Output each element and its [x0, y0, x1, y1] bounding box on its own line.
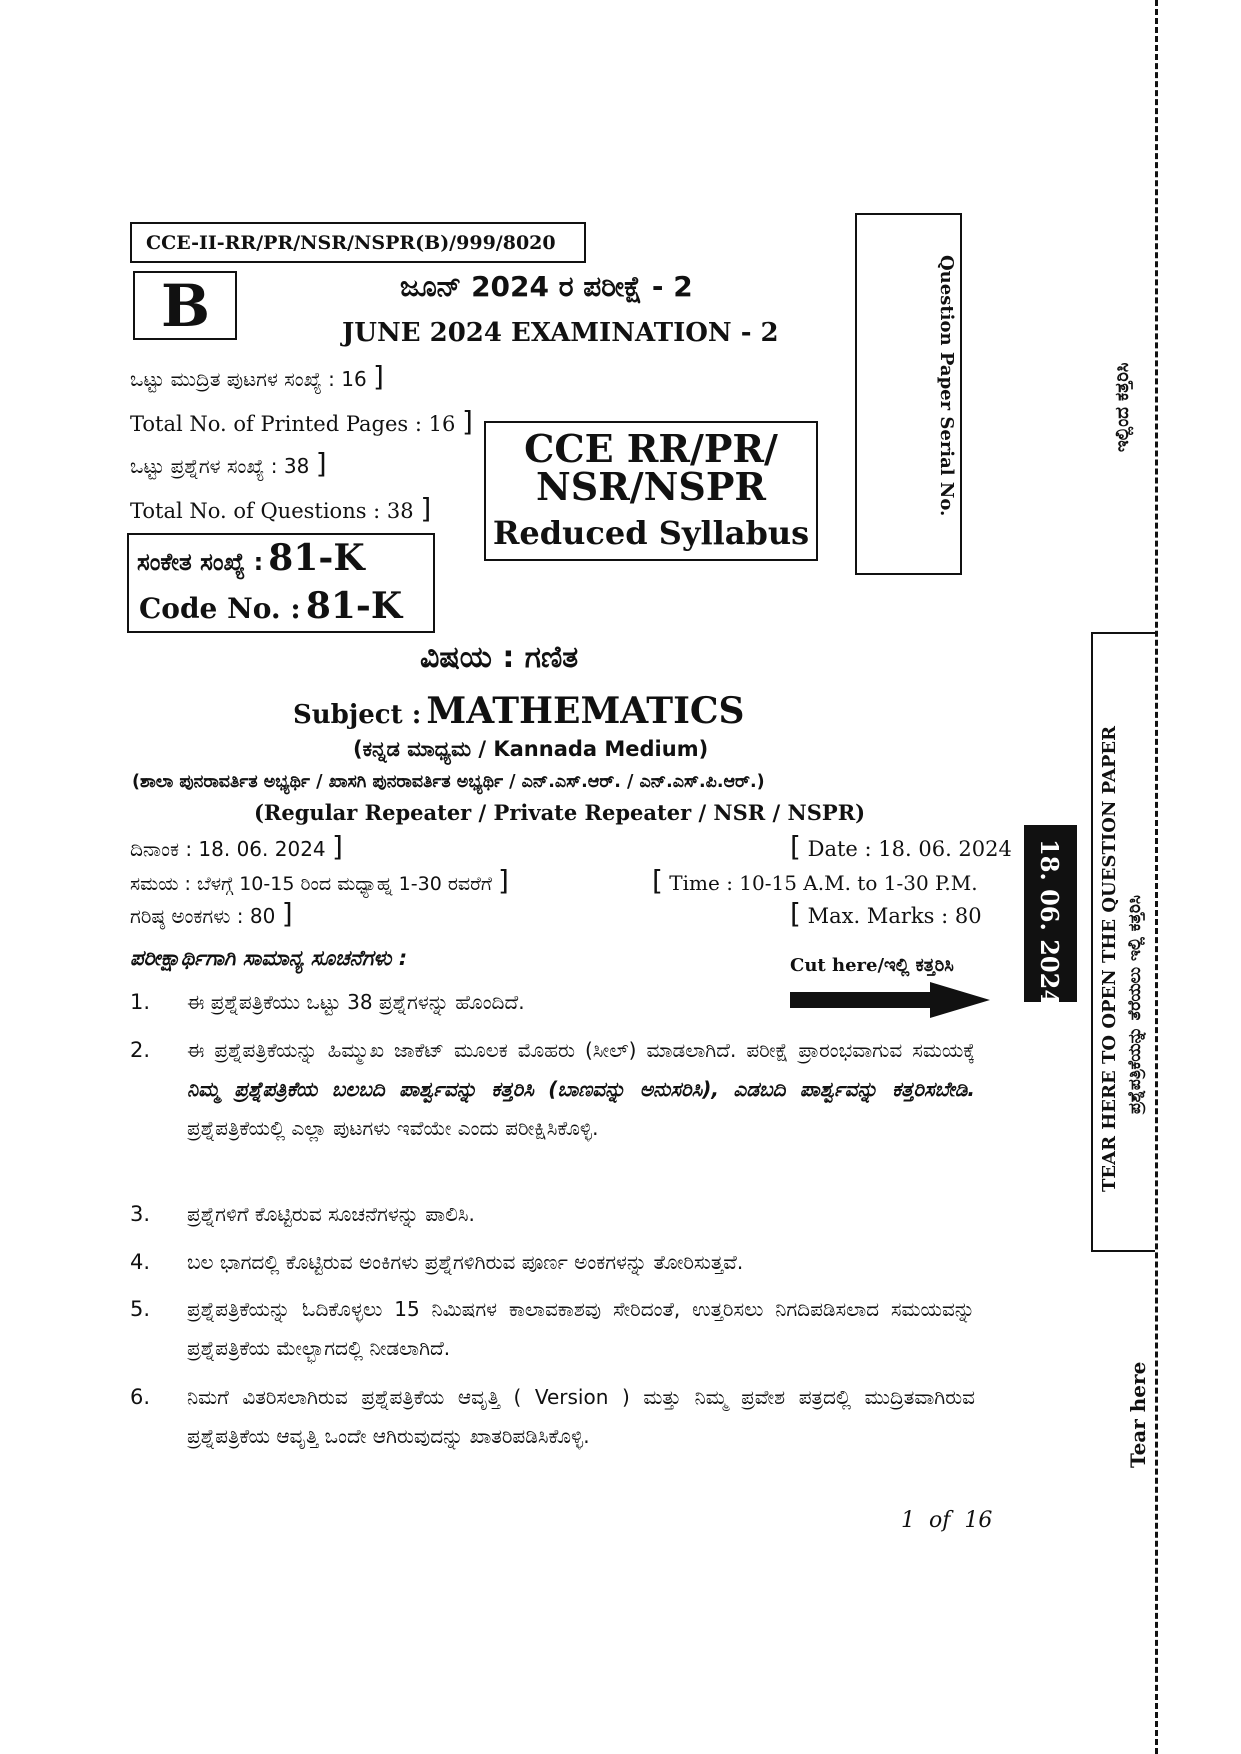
- code-kn-row: [137, 537, 365, 579]
- bracket: [: [790, 830, 801, 863]
- printed-pages-kn-text: ಒಟ್ಟು ಮುದ್ರಿತ ಪುಟಗಳ ಸಂಖ್ಯೆ : 16: [130, 367, 367, 391]
- code-kn-value: 81-K: [268, 537, 365, 579]
- bracket: ]: [497, 864, 509, 897]
- questions-en: [130, 492, 431, 525]
- date-tab-text: 18. 06. 2024: [1035, 839, 1064, 1007]
- tear-panel-en: TEAR HERE TO OPEN THE QUESTION PAPER: [1099, 725, 1120, 1192]
- cut-arrow-icon: [790, 982, 992, 1018]
- subject-en: [293, 690, 745, 732]
- tear-panel-kn: ಪ್ರಶ್ನೆಪತ್ರಿಕೆಯನ್ನು ತೆರೆಯಲು ಇಲ್ಲಿ ಕತ್ತರಿಸಿ: [1125, 895, 1145, 1114]
- tear-here-label: Tear here: [1126, 1361, 1150, 1468]
- paper-code-box: [130, 222, 586, 263]
- instr-num-5: 5.: [130, 1297, 151, 1321]
- exam-title-kn: ಜೂನ್ 2024 ರ ಪರೀಕ್ಷೆ - 2: [400, 270, 693, 303]
- medium-line: (ಕನ್ನಡ ಮಾಧ್ಯಮ / Kannada Medium): [353, 737, 709, 761]
- subject-kn: [420, 640, 578, 675]
- marks-en: [790, 897, 982, 930]
- time-en-text: Time : 10-15 A.M. to 1-30 P.M.: [669, 871, 978, 895]
- instr-text-3: ಪ್ರಶ್ನೆಗಳಿಗೆ ಕೊಟ್ಟಿರುವ ಸೂಚನೆಗಳನ್ನು ಪಾಲಿಸಿ.: [187, 1202, 475, 1226]
- code-kn-label: ಸಂಕೇತ ಸಂಖ್ಯೆ :: [137, 548, 264, 576]
- printed-pages-en: [130, 405, 473, 438]
- date-en-text: Date : 18. 06. 2024: [807, 837, 1012, 861]
- bracket: ]: [315, 447, 327, 480]
- serial-number-label: Question Paper Serial No.: [936, 255, 957, 517]
- subject-en-label: Subject :: [293, 700, 422, 730]
- cut-here-label: Cut here/ಇಲ್ಲಿ ಕತ್ತರಿಸಿ: [790, 955, 954, 976]
- questions-kn: [130, 447, 327, 480]
- instr-text-2: [187, 1031, 975, 1148]
- candidates-kn: (ಶಾಲಾ ಪುನರಾವರ್ತಿತ ಅಭ್ಯರ್ಥಿ / ಖಾಸಗಿ ಪುನರಾವರ್ತಿತ ಅಭ್ಯರ್ಥಿ / ಎನ್.ಎಸ್.ಆರ್. / ಎನ್.ಎಸ್.ಪಿ.ಆರ್.): [132, 772, 765, 792]
- instr-text-2-bold: ನಿಮ್ಮ ಪ್ರಶ್ನೆಪತ್ರಿಕೆಯ ಬಲಬದಿ ಪಾರ್ಶ್ವವನ್ನು ಕತ್ತರಿಸಿ (ಬಾಣವನ್ನು ಅನುಸರಿಸಿ), ಎಡಬದಿ ಪಾರ್ಶ್ವವನ್ನು ಕತ್ತರಿಸಬೇಡಿ.: [187, 1077, 975, 1101]
- code-number-box: [127, 533, 435, 633]
- printed-pages-kn: [130, 360, 384, 393]
- syllabus-line2: NSR/NSPR: [536, 464, 766, 509]
- code-en-value: 81-K: [305, 585, 403, 627]
- date-kn-text: ದಿನಾಂಕ : 18. 06. 2024: [130, 837, 326, 861]
- candidates-en: (Regular Repeater / Private Repeater / NSR / NSPR): [254, 800, 866, 825]
- instr-num-6: 6.: [130, 1385, 151, 1409]
- bracket: ]: [281, 897, 293, 930]
- printed-pages-en-text: Total No. of Printed Pages : 16: [130, 412, 456, 436]
- bracket: [: [652, 864, 663, 897]
- bracket: ]: [373, 360, 384, 393]
- instr-text-2-a: ಈ ಪ್ರಶ್ನೆಪತ್ರಿಕೆಯನ್ನು ಹಿಮ್ಮುಖ ಜಾಕೆಟ್ ಮೂಲಕ ಮೊಹರು (ಸೀಲ್) ಮಾಡಲಾಗಿದೆ. ಪರೀಕ್ಷೆ ಪ್ರಾರಂಭವಾಗುವ ಸಮಯಕ್ಕೆ: [187, 1038, 975, 1062]
- bracket: ]: [420, 492, 432, 525]
- subject-kn-text: ವಿಷಯ : ಗಣಿತ: [420, 640, 579, 675]
- syllabus-line3: Reduced Syllabus: [492, 514, 810, 552]
- marks-kn-text: ಗರಿಷ್ಠ ಅಂಕಗಳು : 80: [130, 904, 276, 928]
- date-tab: [1024, 825, 1077, 1007]
- marks-kn: [130, 897, 293, 930]
- cut-line: [1155, 0, 1158, 1754]
- version-letter-box: [133, 271, 237, 340]
- exam-title-en: JUNE 2024 EXAMINATION - 2: [342, 318, 779, 348]
- serial-number-box: [855, 213, 962, 575]
- time-en: [652, 864, 978, 897]
- bracket: [: [790, 897, 801, 930]
- side-cut-kn: ಇಲ್ಲಿಂದ ಕತ್ತರಿಸಿ: [1112, 362, 1133, 452]
- instr-text-5: ಪ್ರಶ್ನೆಪತ್ರಿಕೆಯನ್ನು ಓದಿಕೊಳ್ಳಲು 15 ನಿಮಿಷಗಳ ಕಾಲಾವಕಾಶವು ಸೇರಿದಂತೆ, ಉತ್ತರಿಸಲು ನಿಗದಿಪಡಿಸಲಾದ ಸಮಯವನ್ನು ಪ್ರಶ್ನೆಪತ್ರಿಕೆಯ ಮೇಲ್ಭಾಗದಲ್ಲಿ ನೀಡಲಾಗಿದೆ.: [187, 1297, 975, 1360]
- instr-text-2-tail: ಪ್ರಶ್ನೆಪತ್ರಿಕೆಯಲ್ಲಿ ಎಲ್ಲಾ ಪುಟಗಳು ಇವೆಯೇ ಎಂದು ಪರೀಕ್ಷಿಸಿಕೊಳ್ಳಿ.: [187, 1116, 599, 1140]
- version-letter: B: [161, 272, 211, 340]
- instr-text-1: ಈ ಪ್ರಶ್ನೆಪತ್ರಿಕೆಯು ಒಟ್ಟು 38 ಪ್ರಶ್ನೆಗಳನ್ನು ಹೊಂದಿದೆ.: [187, 990, 525, 1014]
- code-en-label: Code No. :: [139, 592, 301, 625]
- page-number: 1 of 16: [901, 1508, 993, 1533]
- questions-en-text: Total No. of Questions : 38: [130, 499, 414, 523]
- time-kn-text: ಸಮಯ : ಬೆಳಗ್ಗೆ 10-15 ರಿಂದ ಮಧ್ಯಾಹ್ನ 1-30 ರವರೆಗೆ: [130, 873, 492, 895]
- syllabus-box: [484, 421, 818, 561]
- tear-panel: [1091, 632, 1155, 1252]
- instr-text-6: ನಿಮಗೆ ವಿತರಿಸಲಾಗಿರುವ ಪ್ರಶ್ನೆಪತ್ರಿಕೆಯ ಆವೃತ್ತಿ ( Version ) ಮತ್ತು ನಿಮ್ಮ ಪ್ರವೇಶ ಪತ್ರದಲ್ಲಿ ಮುದ್ರಿತವಾಗಿರುವ ಪ್ರಶ್ನೆಪತ್ರಿಕೆಯ ಆವೃತ್ತಿ ಒಂದೇ ಆಗಿರುವುದನ್ನು ಖಾತರಿಪಡಿಸಿಕೊಳ್ಳಿ.: [187, 1385, 975, 1448]
- bracket: ]: [462, 405, 473, 438]
- date-en: [790, 830, 1012, 863]
- paper-code: CCE-II-RR/PR/NSR/NSPR(B)/999/8020: [146, 232, 556, 254]
- questions-kn-text: ಒಟ್ಟು ಪ್ರಶ್ನೆಗಳ ಸಂಖ್ಯೆ : 38: [130, 454, 310, 478]
- date-kn: [130, 830, 343, 863]
- marks-en-text: Max. Marks : 80: [807, 904, 982, 928]
- instr-num-3: 3.: [130, 1202, 151, 1226]
- instr-num-2: 2.: [130, 1038, 151, 1062]
- instr-num-1: 1.: [130, 990, 151, 1014]
- subject-en-value: MATHEMATICS: [426, 690, 745, 732]
- time-kn: [130, 864, 509, 897]
- instructions-heading: ಪರೀಕ್ಷಾರ್ಥಿಗಾಗಿ ಸಾಮಾನ್ಯ ಸೂಚನೆಗಳು :: [130, 946, 408, 970]
- instr-text-4: ಬಲ ಭಾಗದಲ್ಲಿ ಕೊಟ್ಟಿರುವ ಅಂಕಿಗಳು ಪ್ರಶ್ನೆಗಳಿಗಿರುವ ಪೂರ್ಣ ಅಂಕಗಳನ್ನು ತೋರಿಸುತ್ತವೆ.: [187, 1250, 744, 1274]
- code-en-row: [139, 585, 402, 627]
- syllabus-line1: CCE RR/PR/: [524, 426, 778, 471]
- bracket: ]: [332, 830, 343, 863]
- instr-num-4: 4.: [130, 1250, 151, 1274]
